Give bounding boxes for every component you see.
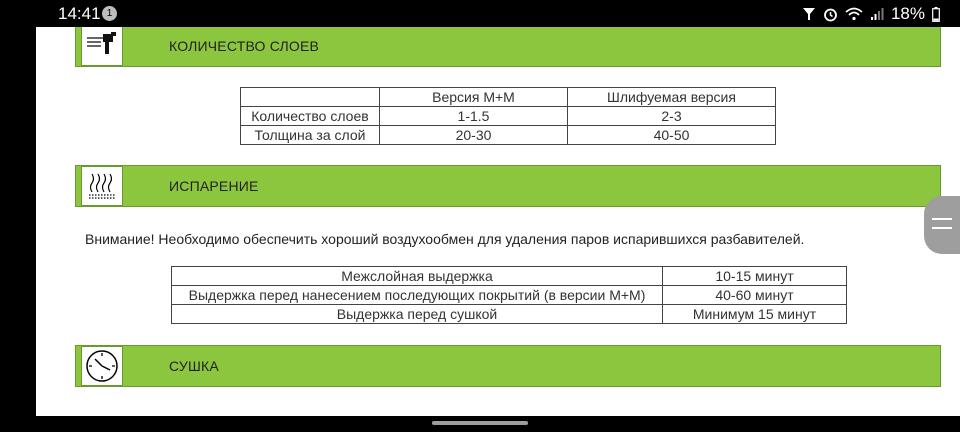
table-cell: Минимум 15 минут [663, 305, 847, 324]
table-cell: Выдержка перед сушкой [172, 305, 663, 324]
battery-percent: 18% [890, 4, 925, 23]
navigation-bar [0, 416, 960, 432]
table-row [241, 107, 776, 126]
table-row [172, 305, 847, 324]
table-cell: Толщина за слой [241, 126, 380, 145]
home-gesture-pill[interactable] [432, 421, 528, 425]
section-layers-header [75, 27, 941, 67]
section-drying-title: СУШКА [169, 358, 219, 374]
table-cell: 40-50 [568, 126, 776, 145]
status-time: 14:41 [58, 4, 101, 23]
alarm-clock-icon [823, 7, 838, 22]
table-cell: Количество слоев [241, 107, 380, 126]
scroll-handle[interactable] [924, 196, 960, 254]
table-row [172, 267, 847, 286]
table-cell: 10-15 минут [663, 267, 847, 286]
status-icons [802, 4, 940, 24]
battery-icon [932, 7, 940, 22]
table-cell: 2-3 [568, 107, 776, 126]
status-bar [0, 0, 960, 27]
layers-table [240, 87, 776, 145]
table-header-cell: Версия М+М [380, 88, 568, 107]
alarm-filter-icon [802, 7, 816, 21]
signal-icon [870, 7, 884, 21]
evaporation-icon [81, 166, 123, 206]
clock-icon [81, 346, 123, 386]
section-drying-header [75, 345, 941, 387]
spray-gun-icon [81, 27, 123, 66]
drying-table [171, 266, 847, 324]
section-evaporation-title: ИСПАРЕНИЕ [169, 178, 259, 194]
document-page [36, 27, 960, 416]
evaporation-note: Внимание! Необходимо обеспечить хороший воздухообмен для удаления паров испарившихся разбавителей. [85, 231, 805, 247]
section-evaporation-header [75, 165, 941, 207]
notification-badge: 1 [102, 6, 117, 21]
table-row [241, 88, 776, 107]
table-cell: 40-60 минут [663, 286, 847, 305]
table-row [241, 126, 776, 145]
table-cell: Выдержка перед нанесением последующих покрытий (в версии М+М) [172, 286, 663, 305]
table-cell: 1-1.5 [380, 107, 568, 126]
table-cell: Межслойная выдержка [172, 267, 663, 286]
section-layers-title: КОЛИЧЕСТВО СЛОЕВ [169, 38, 320, 54]
table-row [172, 286, 847, 305]
table-header-cell: Шлифуемая версия [568, 88, 776, 107]
table-cell: 20-30 [380, 126, 568, 145]
wifi-icon [845, 7, 863, 21]
table-header-cell [241, 88, 380, 107]
